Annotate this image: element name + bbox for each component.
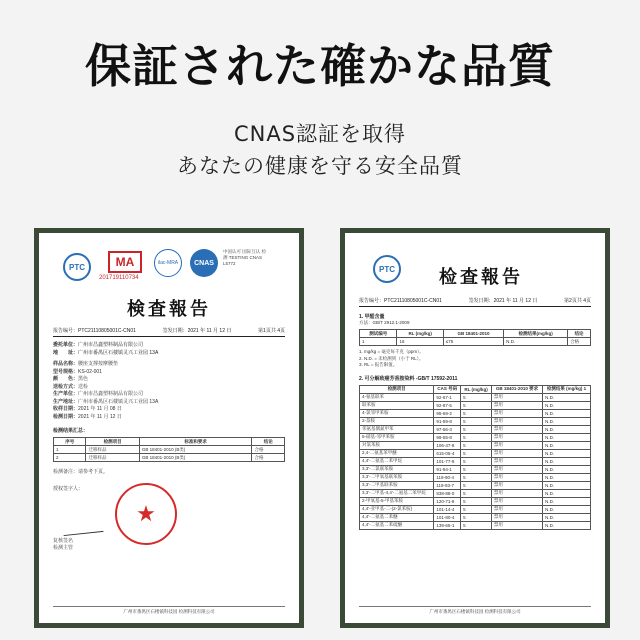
report-footer: 广州市番禺区石楼镇科技园 检测科技有限公司 (53, 606, 285, 615)
report-header (359, 249, 591, 289)
table-row: 4,4'-亚甲基-二-(2-氯苯胺) 101-14-4 5 禁用 N.D. (360, 505, 591, 513)
headline: 保証された確かな品質 (85, 39, 555, 93)
result-table: 序号 检测项目 标准和要求 结论 1 迁移样品 GB 18401-2010 (B类) 合格 2 迁移样品 GB 18401-2010 (B类) 合格 (53, 437, 285, 462)
report-footer: 广州市番禺区石楼镇科技园 检测科技有限公司 (359, 606, 591, 615)
ma-number: 201719110734 (99, 275, 139, 281)
page-number: 第1页共 4页 (258, 328, 285, 334)
checker-label: 复核签名 (53, 538, 74, 544)
ilac-mra-logo-icon: ilac-MRA (154, 249, 182, 277)
lab-logo-icon: PTC (63, 253, 91, 281)
report-page-1 (34, 228, 304, 628)
cnas-logo-icon: CNAS (190, 249, 218, 277)
table-row: 1 迁移样品 GB 18401-2010 (B类) 合格 (54, 446, 285, 454)
cnas-caption: 中国认可 国际互认 检测 TESTING CNAS L5772 (223, 249, 266, 266)
issue-date: 签发日期：2021 年 11 月 12 日 (468, 298, 538, 304)
certification-logos (53, 249, 285, 293)
subline-safety: あなたの健康を守る安全品質 (177, 154, 463, 178)
issue-date: 签发日期：2021 年 11 月 12 日 (162, 328, 232, 334)
table-row: 3,3'-二甲氧基联苯胺 119-90-4 5 禁用 N.D. (360, 473, 591, 481)
report-meta (53, 327, 285, 337)
formaldehyde-table: 测试编号 RL (mg/kg) GB 18401-2010 检测结果(mg/kg) 结论 1 16 ≤75 N.D. 合格 (359, 329, 591, 346)
table-row: 5-硝基-邻甲苯胺 99-55-8 5 禁用 N.D. (360, 433, 591, 441)
report-number: 报告编号：PTC21110805001C-CN01 (359, 298, 442, 304)
table-row: 2,4-二氨基苯甲醚 615-05-4 5 禁用 N.D. (360, 449, 591, 457)
azo-dyes-table: 检测项目 CAS 号码 RL (mg/kg) GB 18401-2010 要求 检测结果 (mg/kg) 1 4-氨基联苯 92-67-1 5 禁用 N.D. 联苯胺 92-87-5 5 禁用 N.D. 4-氯邻甲苯胺 95-69-2 5 禁用 N.D. 2-萘胺 91-59-8 5 禁用 N.D. 邻氨基偶氮甲苯 97-56-3 5 禁用 N.D. 5-硝基-邻甲苯胺 99-55-8 5 禁用 N.D. 对氯苯胺 106-47-8 5 禁用 N.D. 2,4-二氨基苯甲醚 615-05-4 5 禁用 N.D. 4,4'-二氨基二苯甲烷 101-77-9 5 禁用 N.D. 3,3'-二氯联苯胺 91-94-1 5 禁用 N.D. 3,3'-二甲氧基联苯胺 119-90-4 5 禁用 N.D. 3,3'-二甲基联苯胺 119-93-7 5 禁用 N.D. 3,3'-二甲基-4,4'-二氨基二苯甲烷 838-88-0 5 禁用 N.D. 2-甲氧基-5-甲基苯胺 120-71-8 5 禁用 N.D. 4,4'-亚甲基-二-(2-氯苯胺) 101-14-4 5 禁用 N.D. 4,4'-二氨基二苯醚 101-80-4 5 禁用 N.D. 4,4'-二氨基二苯硫醚 139-65-1 5 禁用 N.D. (359, 385, 591, 530)
signature-area (53, 483, 285, 553)
section-formaldehyde: 1. 甲醛含量 (359, 314, 385, 320)
table-row: 4,4'-二氨基二苯硫醚 139-65-1 5 禁用 N.D. (360, 521, 591, 529)
remark: 检测备注：请参考下页。 (53, 469, 109, 475)
section-azo-dyes: 2. 可分解致癌芳香胺染料 -GB/T 17592-2011 (359, 375, 458, 382)
table-row: 3,3'-二甲基-4,4'-二氨基二苯甲烷 838-88-0 5 禁用 N.D. (360, 489, 591, 497)
table-row: 联苯胺 92-87-5 5 禁用 N.D. (360, 401, 591, 409)
report-title: 検査報告 (127, 299, 211, 320)
table-row: 对氯苯胺 106-47-8 5 禁用 N.D. (360, 441, 591, 449)
notes: 1. mg/kg = 毫克每千克（ppm）。 2. N.D. = 未检测到（小于 RL）。 3. RL = 报告限值。 (359, 349, 424, 367)
table-row: 2 迁移样品 GB 18401-2010 (B类) 合格 (54, 454, 285, 462)
table-row: 4,4'-二氨基二苯醚 101-80-4 5 禁用 N.D. (360, 513, 591, 521)
table-row: 4-氯邻甲苯胺 95-69-2 5 禁用 N.D. (360, 409, 591, 417)
subline-cnas: CNAS認証を取得 (233, 122, 407, 146)
report-title: 检查報告 (439, 267, 523, 288)
red-seal-stamp-icon: ★ (115, 483, 177, 545)
result-section-title: 检测结果汇总： (53, 428, 89, 434)
ma-logo-icon: MA (108, 251, 142, 273)
report-number: 报告编号：PTC21110805001C-CN01 (53, 328, 136, 334)
signature (63, 521, 104, 536)
report-page-2 (340, 228, 610, 628)
table-row: 2-萘胺 91-59-8 5 禁用 N.D. (360, 417, 591, 425)
report-meta (359, 297, 591, 307)
table-row: 2-甲氧基-5-甲基苯胺 120-71-8 5 禁用 N.D. (360, 497, 591, 505)
method-formaldehyde: 方法：GB/T 2912.1-2009 (359, 320, 410, 325)
table-row: 1 16 ≤75 N.D. 合格 (360, 338, 591, 346)
client-info: 委托单位：广州市昌鑫塑料制品有限公司 地 址：广州市番禺区石楼镇灵兴工业园 13A (53, 342, 159, 356)
inspector-label: 检测主管 (53, 545, 74, 551)
lab-logo-icon: PTC (373, 255, 401, 283)
approver-label: 授权签字人： (53, 486, 84, 492)
page-number: 第2页共 4页 (564, 298, 591, 304)
table-row: 4,4'-二氨基二苯甲烷 101-77-9 5 禁用 N.D. (360, 457, 591, 465)
table-row: 邻氨基偶氮甲苯 97-56-3 5 禁用 N.D. (360, 425, 591, 433)
table-row: 3,3'-二甲基联苯胺 119-93-7 5 禁用 N.D. (360, 481, 591, 489)
sample-info: 样品名称：腰座支撑按摩腰垫 型号规格：KS-02-001 颜 色：黑色 送检方式：送检 生产单位：广州市昌鑫塑料制品有限公司 生产地址：广州市番禺区石楼镇灵兴工业园 13A 收样日期：2021 年 11 月 08 日 检测日期：2021 年 11 月 12 日 (53, 361, 159, 420)
table-row: 3,3'-二氯联苯胺 91-94-1 5 禁用 N.D. (360, 465, 591, 473)
table-row: 4-氨基联苯 92-67-1 5 禁用 N.D. (360, 393, 591, 401)
